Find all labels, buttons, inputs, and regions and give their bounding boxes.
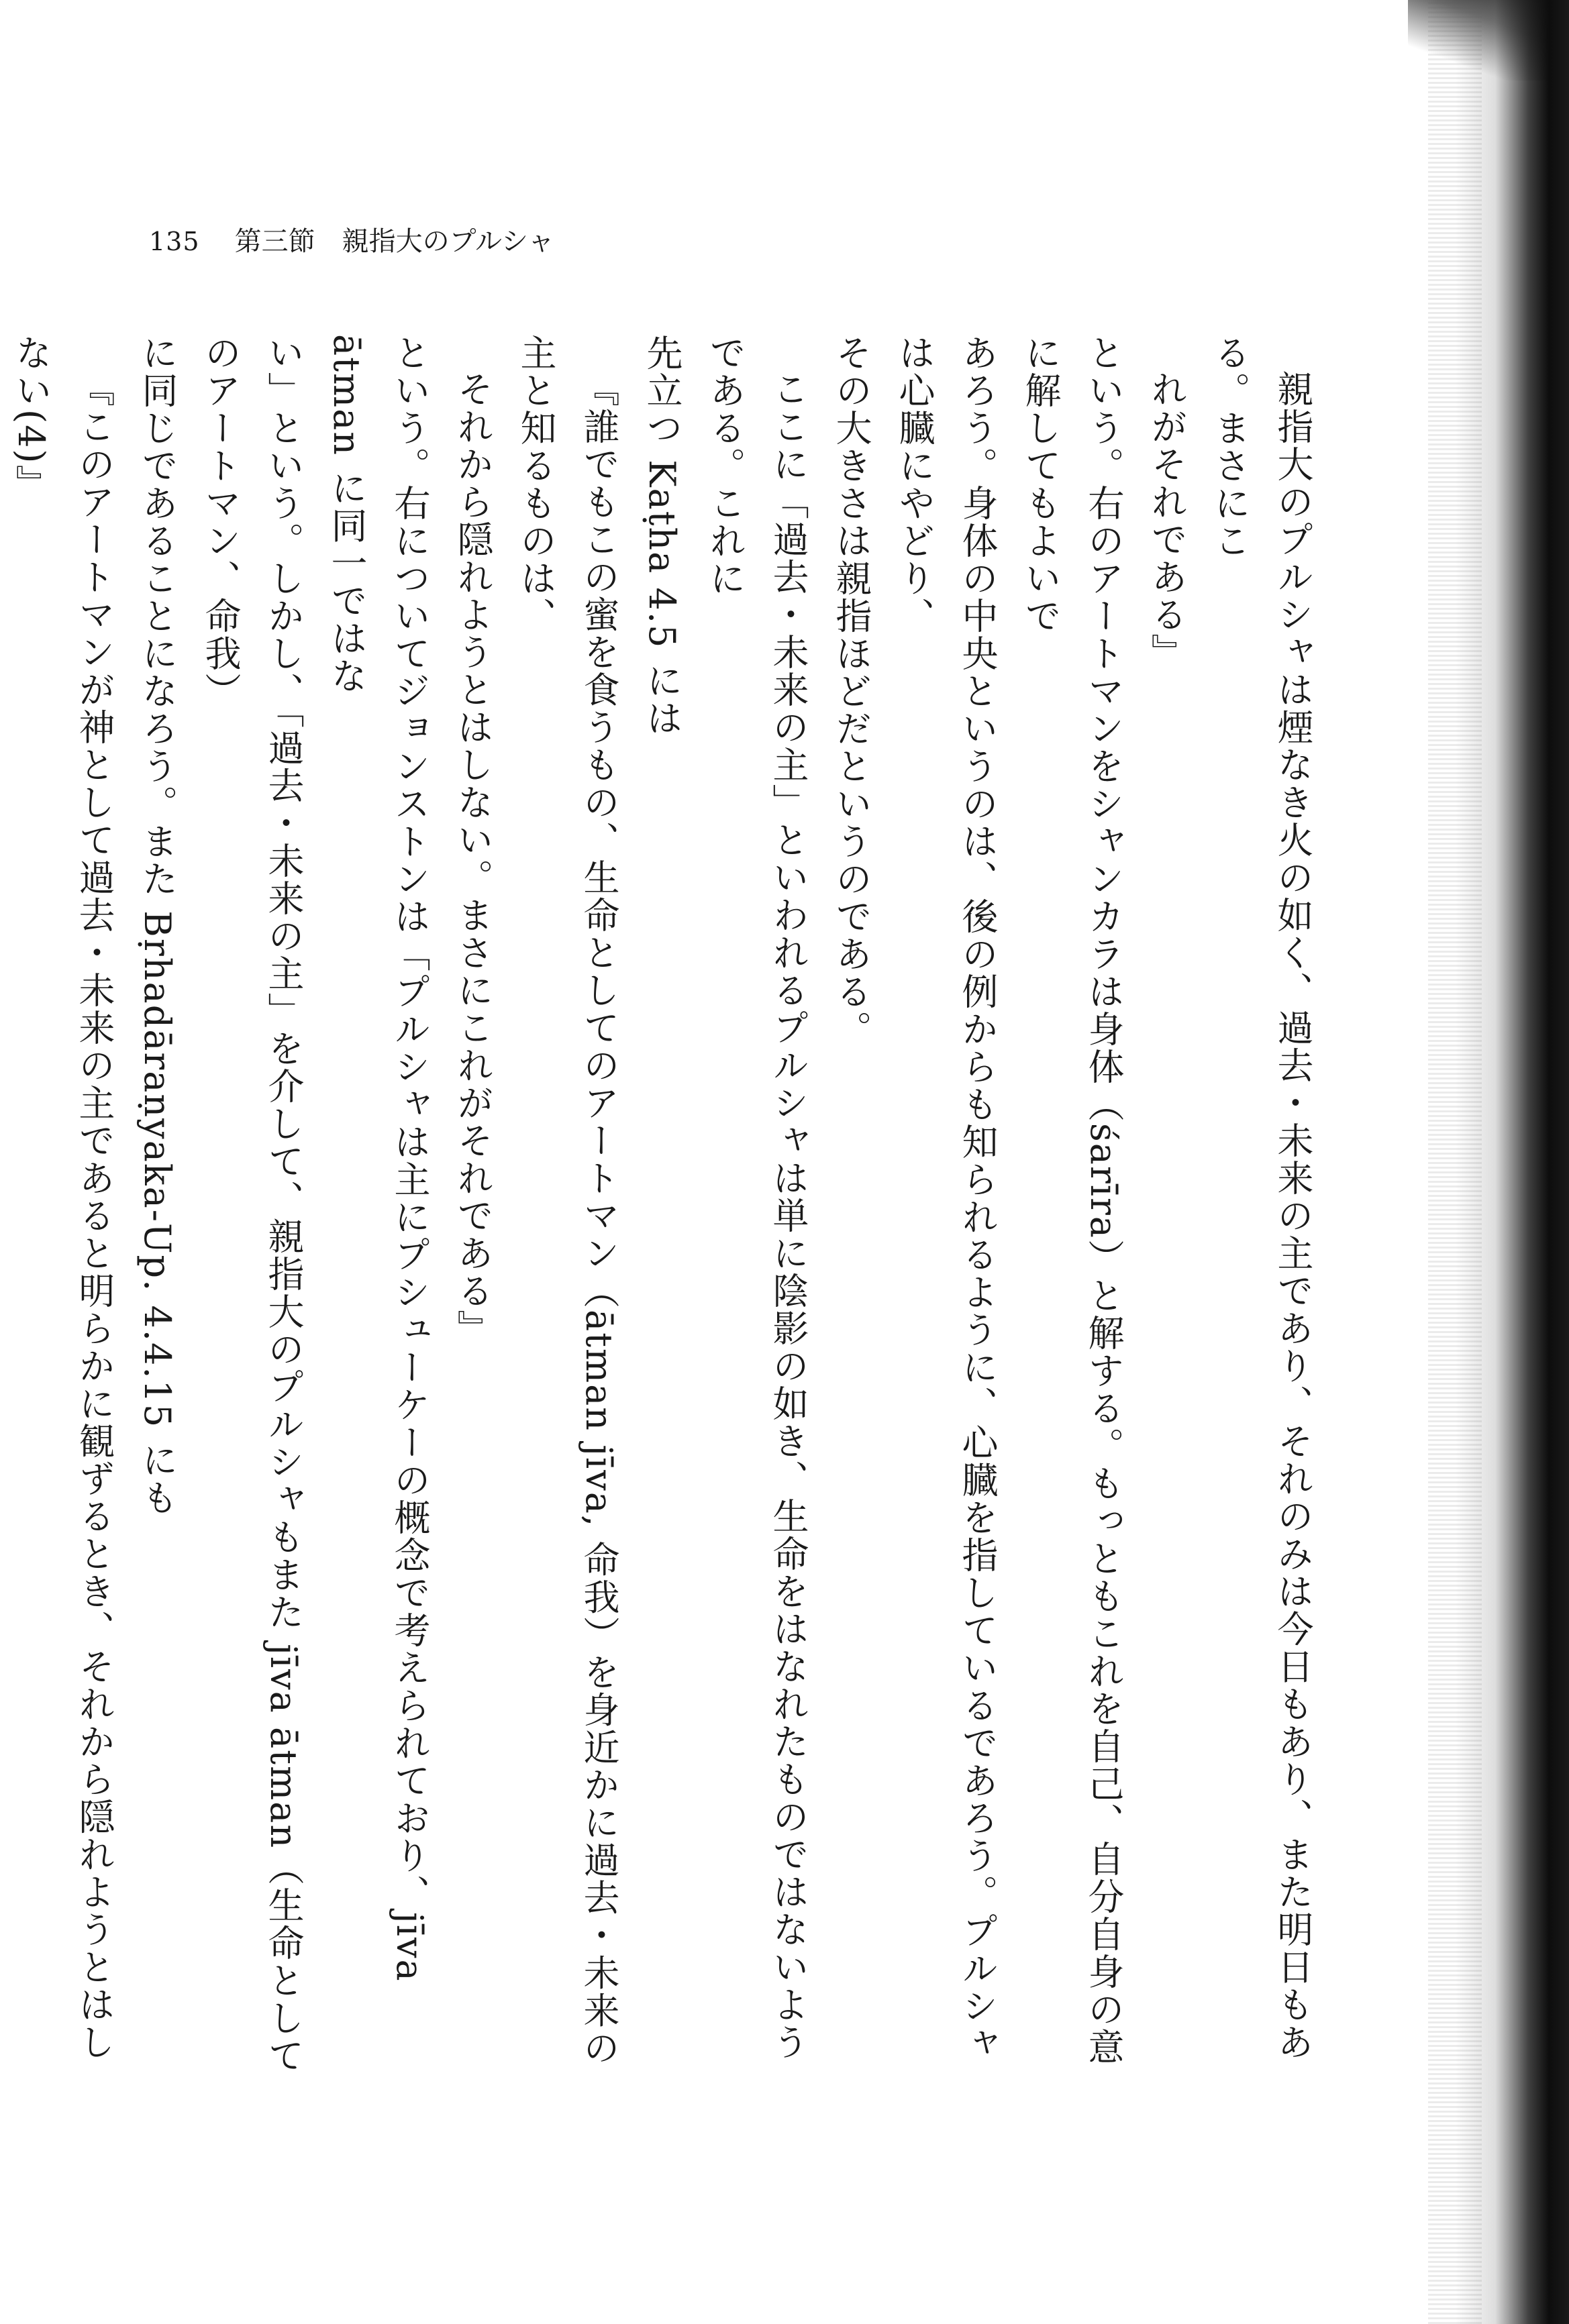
- running-head: [149, 220, 554, 258]
- text-line: という。右のアートマンをシャンカラは身体（śarīra）と解する。もっともこれを自己、自分自身の意に解してもよいで: [1019, 334, 1125, 2066]
- text-line: に同じであることになろう。また Bṛhadāraṇyaka-Up. 4.4.15 にも: [136, 334, 179, 1517]
- text-line: 親指大のプルシャは煙なき火の如く、過去・未来の主であり、それのみは今日もあり、また明日もある。まさにこ: [1209, 334, 1314, 2061]
- text-line: 『誰でもこの蜜を食うもの、生命としてのアートマン（ātman jīva, 命我）を身近かに過去・未来の主と知るものは、: [515, 334, 620, 2067]
- text-line: あろう。身体の中央というのは、後の例からも知られるように、心臓を指しているであろう。プルシャは心臓にやどり、: [893, 334, 999, 2062]
- text-line: 『このアートマンが神として過去・未来の主であると明らかに観ずるとき、それから隠れようとはしない(4)』: [10, 334, 115, 2061]
- text-line: ここに「過去・未来の主」といわれるプルシャは単に陰影の如き、生命をはなれたものではないようである。これに: [704, 334, 809, 2061]
- book-gutter-shadow: [1455, 0, 1569, 2324]
- section-title: 第三節 親指大のプルシャ: [234, 226, 555, 257]
- text-line: という。右についてジョンストンは「プルシャは主にプシューケーの概念で考えられており、jīva ātman に同一ではな: [325, 334, 431, 1983]
- text-line: 先立つ Kaṭha 4.5 には: [641, 334, 683, 737]
- body-text: [10, 334, 1324, 2092]
- text-line: い」という。しかし、「過去・未来の主」を介して、親指大のプルシャもまた jīva ātman（生命としてのアートマン、命我）: [199, 334, 305, 2075]
- page-number: 135: [149, 227, 200, 256]
- text-line: その大きさは親指ほどだというのである。: [830, 334, 872, 1048]
- text-line: それから隠れようとはしない。まさにこれがそれである』: [452, 370, 494, 1347]
- text-line: れがそれである』: [1146, 370, 1188, 671]
